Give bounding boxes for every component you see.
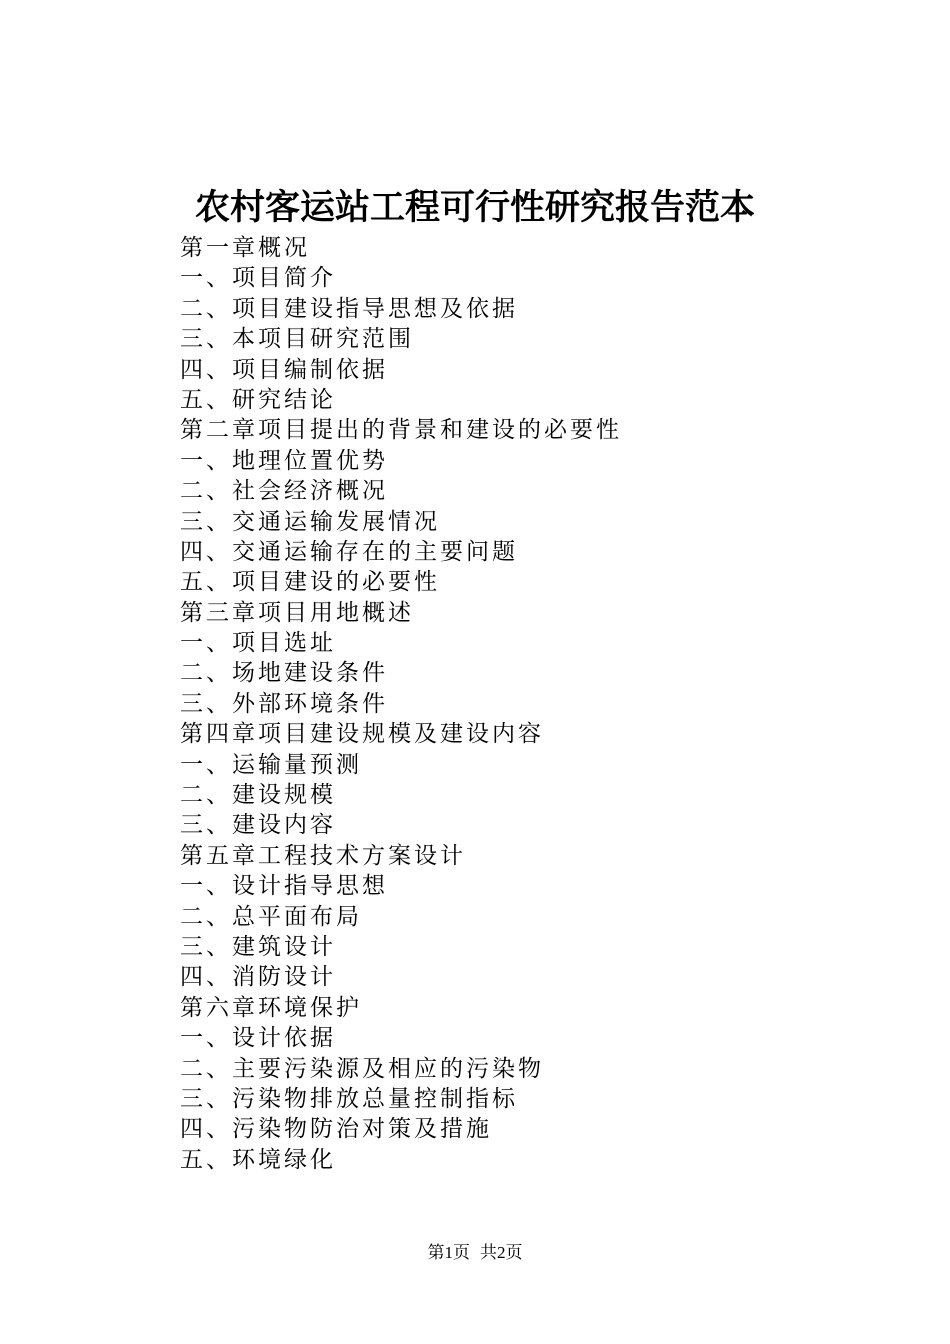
toc-section: 三、外部环境条件 (180, 690, 388, 717)
toc-section: 二、场地建设条件 (180, 660, 388, 687)
toc-section: 一、设计依据 (180, 1025, 336, 1052)
toc-section: 二、社会经济概况 (180, 478, 388, 505)
document-title: 农村客运站工程可行性研究报告范本 (194, 187, 755, 228)
toc-section: 三、建筑设计 (180, 933, 336, 960)
toc-section: 二、建设规模 (180, 782, 336, 809)
toc-section: 三、污染物排放总量控制指标 (180, 1085, 518, 1112)
toc-section: 一、运输量预测 (180, 751, 362, 778)
toc-chapter: 第一章概况 (180, 235, 310, 261)
toc-chapter: 第四章项目建设规模及建设内容 (180, 721, 544, 748)
toc-section: 四、消防设计 (180, 964, 336, 991)
page-footer (0, 1241, 950, 1265)
toc-chapter: 第六章环境保护 (180, 994, 362, 1021)
toc-chapter: 第二章项目提出的背景和建设的必要性 (180, 417, 622, 444)
toc-section: 四、项目编制依据 (180, 356, 388, 383)
toc-section: 四、污染物防治对策及措施 (180, 1116, 492, 1143)
toc-section: 三、本项目研究范围 (180, 326, 414, 353)
toc-section: 五、项目建设的必要性 (180, 569, 440, 596)
toc-section: 五、研究结论 (180, 386, 336, 413)
toc-section: 三、交通运输发展情况 (180, 508, 440, 535)
toc-section: 二、主要污染源及相应的污染物 (180, 1055, 544, 1082)
toc-section: 四、交通运输存在的主要问题 (180, 538, 518, 565)
toc-section: 一、项目简介 (180, 265, 336, 292)
toc-section: 三、建设内容 (180, 812, 336, 839)
toc-section: 一、地理位置优势 (180, 447, 388, 474)
toc-section: 五、环境绿化 (180, 1146, 336, 1173)
toc-section: 二、总平面布局 (180, 903, 362, 930)
page-total: 共2页 (480, 1243, 523, 1262)
toc-chapter: 第三章项目用地概述 (180, 599, 414, 626)
table-of-contents (180, 233, 622, 1175)
toc-section: 二、项目建设指导思想及依据 (180, 295, 518, 322)
page-number: 第1页 (427, 1243, 470, 1262)
toc-section: 一、设计指导思想 (180, 873, 388, 900)
toc-chapter: 第五章工程技术方案设计 (180, 842, 466, 869)
toc-section: 一、项目选址 (180, 630, 336, 657)
